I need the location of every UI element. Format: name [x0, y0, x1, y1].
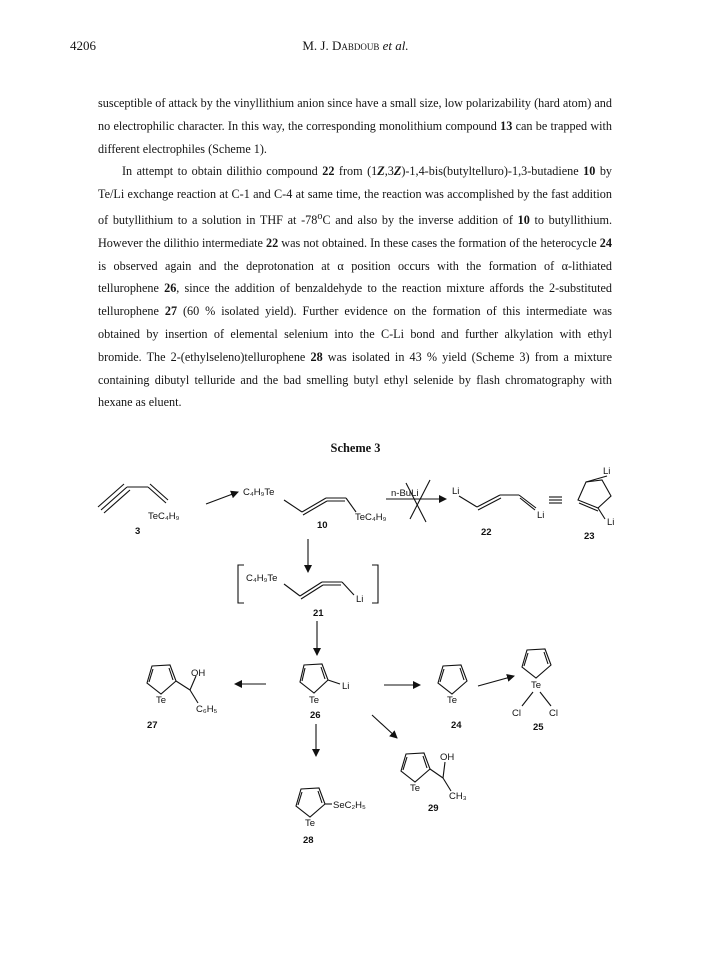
stereo-descriptor: Z: [377, 164, 385, 179]
heteroatom-label: Te: [447, 695, 458, 706]
heteroatom-label: Te: [531, 680, 542, 691]
degree-sign: o: [317, 210, 323, 222]
arrow-24-to-25: [478, 676, 514, 686]
compound-ref: 10: [517, 213, 530, 228]
p2-text: was not obtained. In these cases the formation of the heterocycle: [278, 235, 600, 250]
group-label: OH: [191, 668, 206, 679]
compound-number: 27: [147, 720, 158, 731]
heteroatom-label: Te: [156, 695, 167, 706]
heteroatom-label: Te: [410, 783, 421, 794]
compound-number: 28: [303, 835, 314, 846]
compound-ref: 22: [266, 235, 279, 250]
compound-ref: 22: [322, 164, 335, 179]
p2-text: from (1: [334, 164, 378, 179]
group-label: OH: [440, 752, 455, 763]
compound-26-structure: [300, 664, 340, 693]
compound-25-structure: [522, 649, 551, 706]
p2-text: , since the addition of benzaldehyde to the reaction mixture affords the 2-substituted tellurophene: [98, 281, 612, 319]
arrow-3-to-10: [206, 492, 238, 504]
p2-text: is observed again and the deprotonation at α position occurs with the formation of α-lithiated tellurophene: [98, 258, 612, 296]
group-label: SeC₂H₅: [333, 800, 366, 811]
compound-ref: 13: [500, 118, 513, 133]
p2-text: C and also by the inverse addition of: [322, 213, 518, 228]
page-number: 4206: [70, 38, 96, 53]
compound-10-structure: [284, 498, 356, 515]
group-label: Li: [603, 466, 611, 477]
group-label: Li: [607, 517, 615, 528]
p2-text: by Te/Li exchange reaction at C-1 and C-4 at same time, the reaction was accomplished by the fast addition of butyllithium to a solution in THF at -78: [98, 164, 613, 228]
group-label: Li: [452, 486, 460, 497]
p1-text-2: can be trapped with different electrophiles (Scheme 1).: [98, 118, 612, 156]
group-label: CH₃: [449, 791, 467, 802]
compound-ref: 27: [164, 304, 178, 319]
compound-number: 3: [135, 526, 141, 537]
compound-number: 23: [584, 531, 595, 542]
p1-text-1: susceptible of attack by the vinyllithium anion since have a small size, low polarizability (hard atom) and no electrophilic character. In this way, the corresponding monolithium compound: [98, 96, 612, 133]
compound-number: 25: [533, 722, 544, 733]
compound-3-structure: [98, 484, 168, 513]
scheme-title: Scheme 3: [330, 441, 381, 455]
group-label: C₆H₅: [196, 704, 218, 715]
group-label: Li: [537, 510, 545, 521]
group-label: TeC₄H₉: [355, 512, 387, 523]
author-suffix: et al.: [382, 38, 409, 53]
group-label: C₄H₉Te: [243, 487, 275, 498]
p2-text: )-1,4-bis(butyltelluro)-1,3-butadiene: [401, 164, 584, 179]
p2-text: ,3: [384, 164, 394, 179]
group-label: Cl: [549, 708, 558, 719]
p2-text: (60 % isolated yield). Further evidence on the formation of this intermediate was obtained by insertion of elemental selenium into the C-Li bond and further alkylation with ethyl bromide. The 2-(ethylseleno)tellurophene: [98, 304, 612, 364]
compound-number: 24: [451, 720, 462, 731]
compound-number: 22: [481, 527, 492, 538]
compound-23-structure: [578, 476, 611, 519]
compound-28-structure: [296, 788, 332, 817]
group-label: TeC₄H₉: [148, 511, 180, 522]
reagent-label: n-BuLi: [391, 488, 419, 499]
compound-ref: 24: [599, 235, 612, 250]
compound-number: 10: [317, 520, 328, 531]
compound-22-structure: [459, 495, 536, 510]
compound-ref: 10: [583, 164, 596, 179]
compound-number: 26: [310, 710, 321, 721]
heteroatom-label: Te: [309, 695, 320, 706]
p2-text: to butyllithium. However the dilithio intermediate: [98, 213, 612, 250]
group-label: C₄H₉Te: [246, 573, 278, 584]
group-label: Cl: [512, 708, 521, 719]
compound-ref: 26: [164, 281, 177, 296]
heteroatom-label: Te: [305, 818, 316, 829]
compound-number: 29: [428, 803, 439, 814]
equivalence-sign: [549, 497, 562, 503]
p2-text: In attempt to obtain dilithio compound: [122, 164, 323, 179]
stereo-descriptor: Z: [393, 164, 402, 179]
arrow-26-to-29: [372, 715, 397, 738]
compound-number: 21: [313, 608, 324, 619]
group-label: Li: [356, 594, 364, 605]
group-label: Li: [342, 681, 350, 692]
p2-text: was isolated in 43 % yield (Scheme 3) from a mixture containing dibutyl telluride and the bad smelling butyl ethyl selenide by flash chromatography with hexane as eluent.: [98, 349, 612, 410]
author-initials: M. J.: [302, 38, 329, 53]
compound-24-structure: [438, 665, 467, 694]
author-surname: Dabdoub: [331, 38, 380, 53]
compound-ref: 28: [310, 349, 323, 364]
